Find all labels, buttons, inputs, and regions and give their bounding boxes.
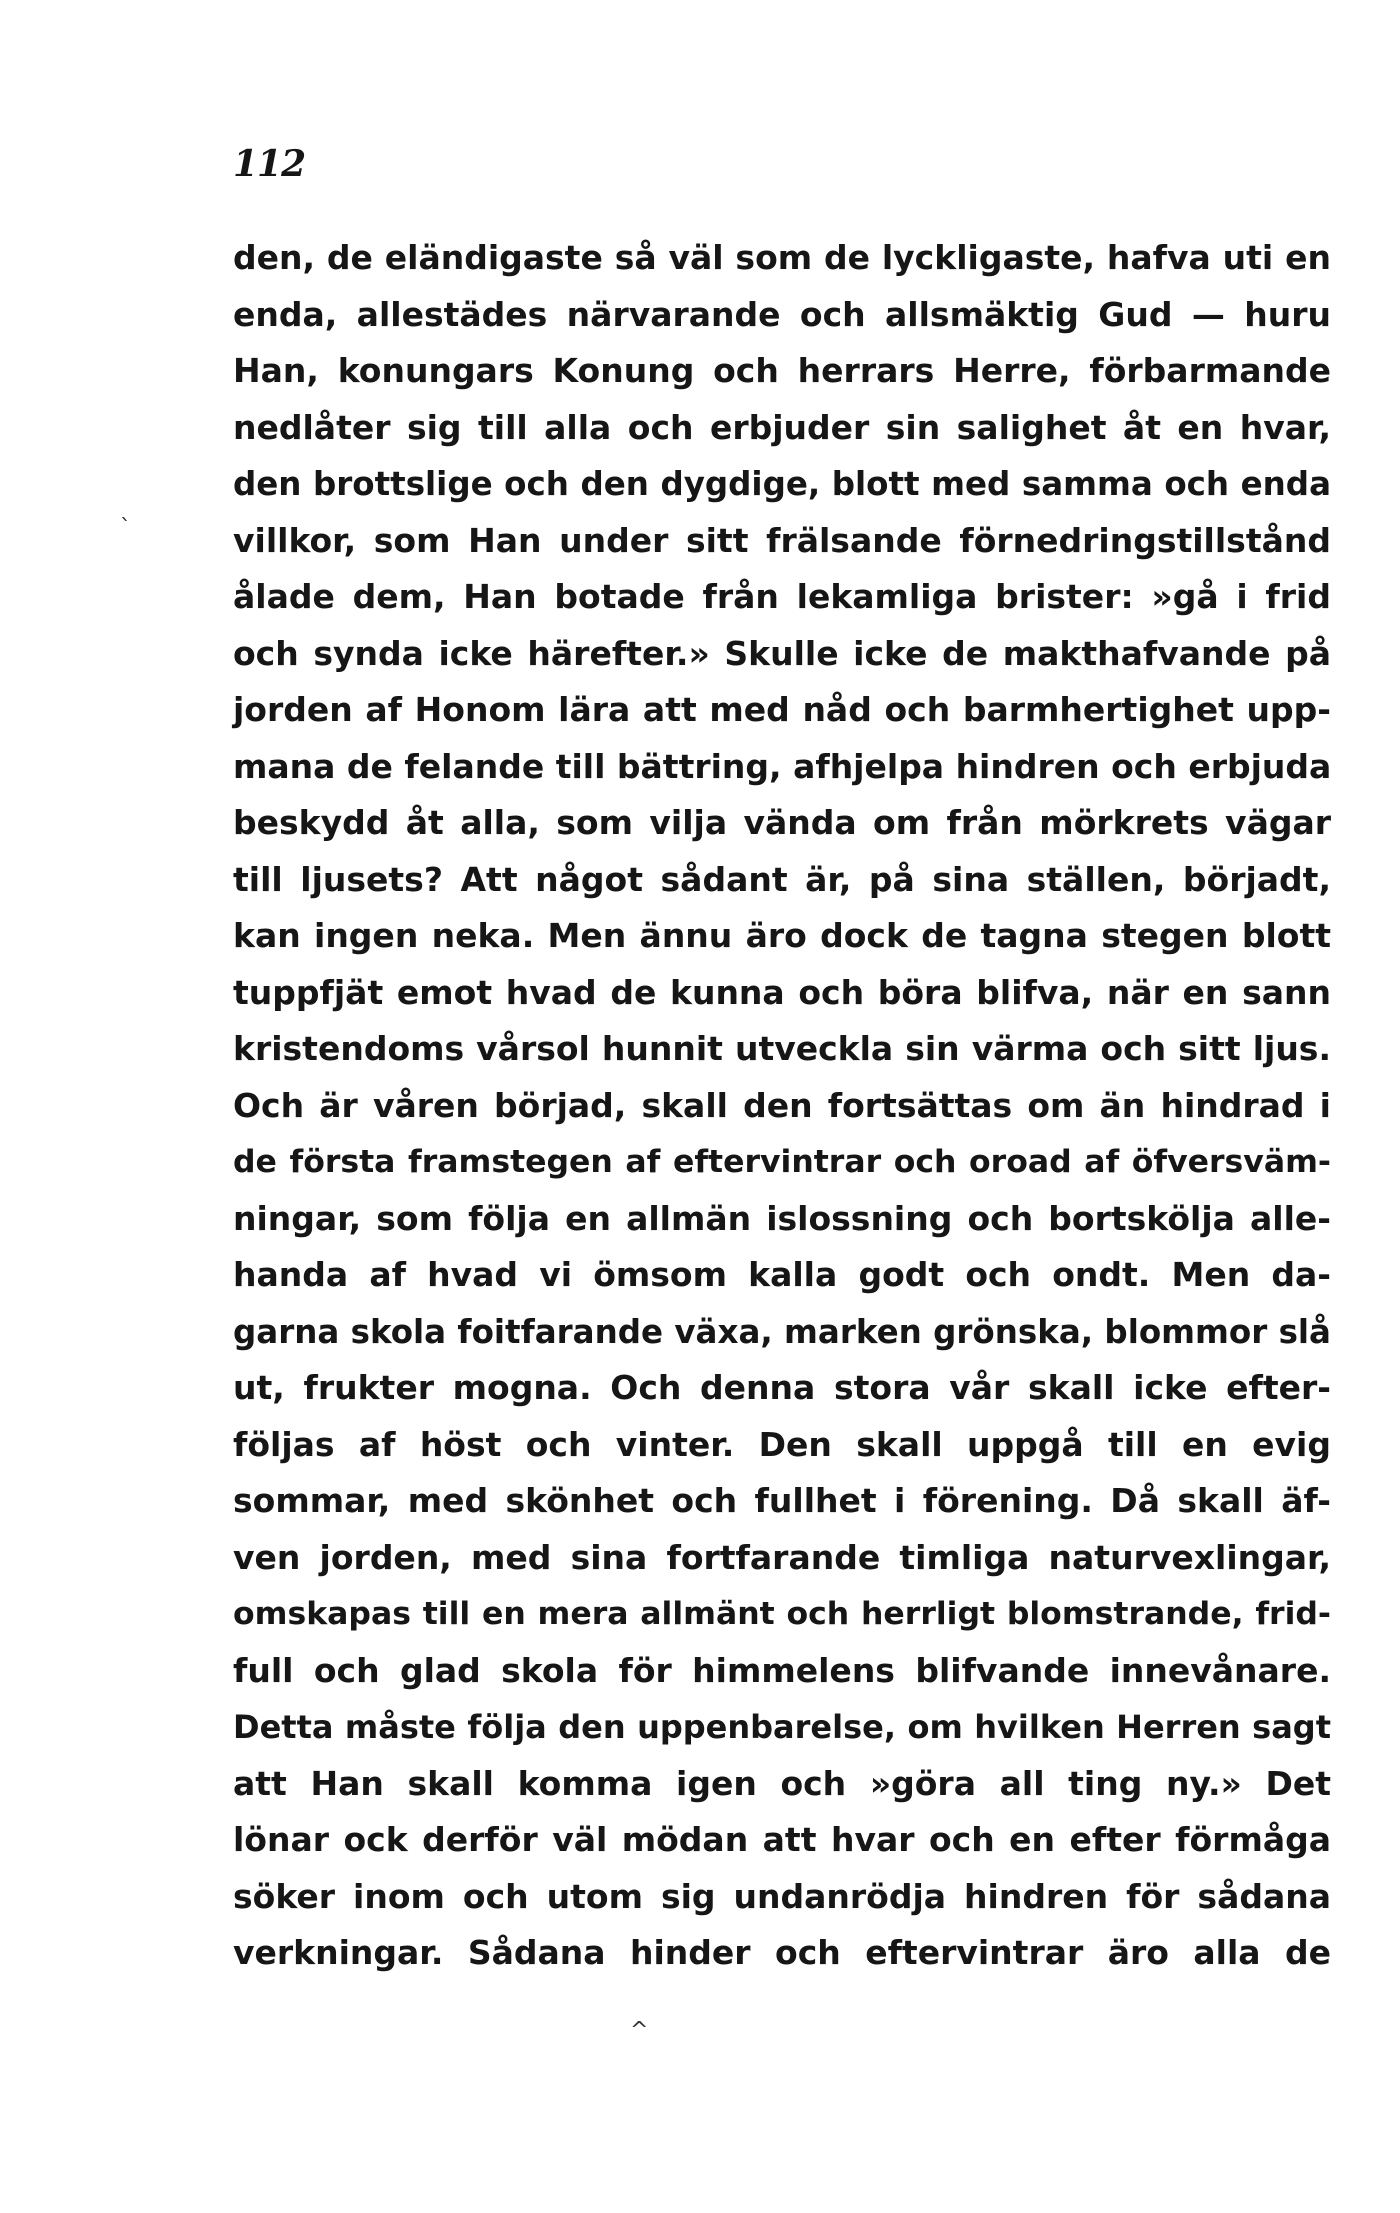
text-line-16: Och är våren börjad, skall den fortsättas om än hindrad i bbox=[233, 1085, 1331, 1125]
text-line-28: att Han skall komma igen och »göra all ting ny.» Det bbox=[233, 1763, 1331, 1803]
text-line-13: kan ingen neka. Men ännu äro dock de tagna stegen blott bbox=[233, 916, 1331, 955]
text-line-4: nedlåter sig till alla och erbjuder sin salighet åt en hvar, bbox=[233, 407, 1331, 447]
text-line-14: tuppfjät emot hvad de kunna och böra blifva, när en sann bbox=[233, 972, 1331, 1012]
text-line-19: handa af hvad vi ömsom kalla godt och ondt. Men da- bbox=[233, 1255, 1331, 1294]
text-line-22: följas af höst och vinter. Den skall uppgå till en evig bbox=[233, 1424, 1331, 1464]
text-line-15: kristendoms vårsol hunnit utveckla sin värma och sitt ljus. bbox=[233, 1029, 1331, 1068]
text-line-8: och synda icke härefter.» Skulle icke de makthafvande på bbox=[233, 633, 1331, 673]
text-line-9: jorden af Honom lära att med nåd och barmhertighet upp- bbox=[233, 690, 1331, 729]
text-line-1: den, de eländigaste så väl som de lyckligaste, hafva uti en bbox=[233, 238, 1331, 277]
text-line-18: ningar, som följa en allmän islossning och bortskölja alle- bbox=[233, 1198, 1331, 1238]
text-line-6: villkor, som Han under sitt frälsande förnedringstillstånd bbox=[233, 520, 1331, 560]
text-line-29: lönar ock derför väl mödan att hvar och en efter förmåga bbox=[233, 1820, 1331, 1859]
text-line-10: mana de felande till bättring, afhjelpa hindren och erbjuda bbox=[233, 746, 1332, 786]
text-line-26: full och glad skola för himmelens blifvande innevånare. bbox=[233, 1650, 1331, 1690]
stray-mark: ^ bbox=[630, 2018, 649, 2043]
text-line-20: garna skola foitfarande växa, marken grönska, blommor slå bbox=[233, 1312, 1331, 1351]
text-line-17: de första framstegen af eftervintrar och oroad af öfversväm- bbox=[233, 1144, 1331, 1180]
body-text bbox=[233, 230, 1331, 1982]
text-line-23: sommar, med skönhet och fullhet i förening. Då skall äf- bbox=[233, 1481, 1331, 1520]
text-line-21: ut, frukter mogna. Och denna stora vår skall icke efter- bbox=[233, 1368, 1331, 1407]
text-line-3: Han, konungars Konung och herrars Herre, förbarmande bbox=[233, 351, 1331, 390]
text-line-2: enda, allestädes närvarande och allsmäktig Gud — huru bbox=[233, 294, 1331, 334]
text-line-24: ven jorden, med sina fortfarande timliga naturvexlingar, bbox=[233, 1537, 1331, 1577]
text-line-11: beskydd åt alla, som vilja vända om från mörkrets vägar bbox=[233, 803, 1331, 842]
text-line-27: Detta måste följa den uppenbarelse, om hvilken Herren sagt bbox=[233, 1708, 1331, 1746]
text-line-5: den brottslige och den dygdige, blott med samma och enda bbox=[233, 465, 1331, 503]
text-line-31: verkningar. Sådana hinder och eftervintrar äro alla de bbox=[233, 1933, 1331, 1972]
text-line-25: omskapas till en mera allmänt och herrligt blomstrande, frid- bbox=[233, 1596, 1331, 1632]
stray-mark: ` bbox=[120, 516, 131, 541]
text-line-7: ålade dem, Han botade från lekamliga brister: »gå i frid bbox=[233, 577, 1331, 616]
text-line-30: söker inom och utom sig undanrödja hindren för sådana bbox=[233, 1876, 1331, 1916]
page-number: 112 bbox=[233, 143, 306, 185]
text-line-12: till ljusets? Att något sådant är, på sina ställen, börjadt, bbox=[233, 859, 1331, 899]
